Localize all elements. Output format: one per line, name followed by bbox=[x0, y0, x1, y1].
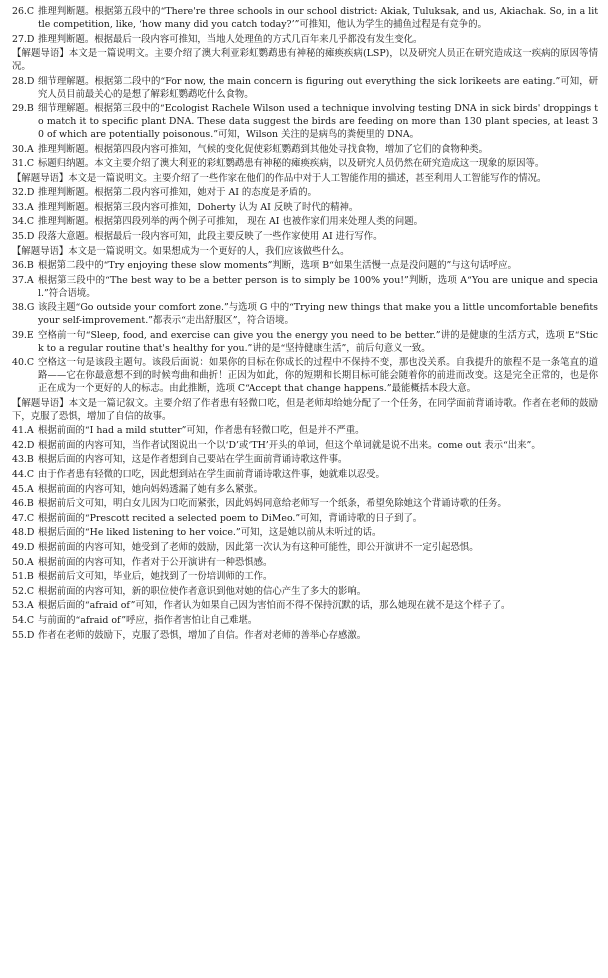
answer-number: 35.D bbox=[12, 231, 35, 243]
answer-entry bbox=[12, 630, 598, 643]
answer-entry bbox=[12, 202, 598, 215]
answer-explanation: 根据前后文可知，毕业后，她找到了一份培训师的工作。 bbox=[38, 571, 273, 583]
answer-entry bbox=[12, 302, 598, 328]
answer-explanation: 根据第三段中的“The best way to be a better person is to simply be 100% you!”判断，选项 A“You are unique and special.”符合语境。 bbox=[38, 274, 598, 299]
answer-explanation: 根据前面的内容可知，作者对于公开演讲有一种恐惧感。 bbox=[38, 556, 273, 568]
answer-number: 28.D bbox=[12, 75, 35, 87]
answer-explanation: 根据第二段中的“Try enjoying these slow moments”判断，选项 B“如果生活慢一点是没问题的”与这句话呼应。 bbox=[38, 260, 517, 272]
answer-explanation: 与前面的“afraid of”呼应，指作者害怕让自己难堪。 bbox=[38, 614, 258, 626]
answer-number: 37.A bbox=[12, 274, 34, 286]
answer-entry bbox=[12, 6, 598, 32]
passage-guide: 【解题导语】本文是一篇记叙文。主要介绍了作者患有轻微口吃，但是老师却给她分配了一个任务，在同学面前背诵诗歌。作者在老师的鼓励下，克服了恐惧，增加了自信的故事。 bbox=[12, 397, 598, 422]
answer-number: 45.A bbox=[12, 483, 34, 495]
answer-entry bbox=[12, 571, 598, 584]
answer-entry bbox=[12, 187, 598, 200]
answer-explanation: 空格前一句“Sleep, food, and exercise can give you the energy you need to be better.”讲的是健康的生活方式，选项 E“Stick to a regular routine that's healthy for you.”讲的是“坚持健康生活”，前后句意义一致。 bbox=[38, 329, 598, 354]
answer-number: 30.A bbox=[12, 143, 34, 155]
answer-number: 31.C bbox=[12, 158, 35, 170]
answer-number: 46.B bbox=[12, 498, 34, 510]
answer-explanation: 推理判断题。根据第二段内容可推知，她对于 AI 的态度是矛盾的。 bbox=[38, 187, 317, 199]
answer-number: 39.E bbox=[12, 329, 34, 341]
answer-entry bbox=[12, 330, 598, 356]
answer-number: 55.D bbox=[12, 629, 35, 641]
answer-explanation: 根据前面的内容可知，她向妈妈透漏了她有多么紧张。 bbox=[38, 483, 264, 495]
answer-entry bbox=[12, 425, 598, 438]
answer-explanation: 由于作者患有轻微的口吃，因此想到站在学生面前背诵诗歌这件事，她就难以忍受。 bbox=[38, 469, 385, 481]
answer-explanation: 推理判断题。根据第三段内容可推知，Doherty 认为 AI 反映了时代的精神。 bbox=[38, 201, 359, 213]
answer-explanation: 根据前面的内容可知，当作者试图说出一个以‘D’或‘TH’开头的单词，但这个单词就是说不出来。come out 表示“出来”。 bbox=[38, 439, 541, 451]
answer-explanation: 根据前面的内容可知，新的职位使作者意识到他对她的信心产生了多大的影响。 bbox=[38, 585, 367, 597]
answer-number: 27.D bbox=[12, 33, 35, 45]
answer-number: 50.A bbox=[12, 556, 34, 568]
answer-entry bbox=[12, 557, 598, 570]
answer-number: 41.A bbox=[12, 425, 34, 437]
answer-number: 51.B bbox=[12, 571, 34, 583]
answer-number: 54.C bbox=[12, 614, 35, 626]
answer-entry bbox=[12, 615, 598, 628]
answer-number: 29.B bbox=[12, 103, 34, 115]
answer-entry bbox=[12, 513, 598, 526]
answer-explanation: 根据前面的内容可知，她受到了老师的鼓励，因此第一次认为有这种可能性，即公开演讲不一定引起恐惧。 bbox=[38, 542, 479, 553]
answer-entry bbox=[12, 231, 598, 244]
answer-explanation: 根据后面的“afraid of”可知，作者认为如果自己因为害怕而不得不保持沉默的话，那么她现在就不是这个样子了。 bbox=[38, 600, 511, 612]
answer-explanation: 根据前后文可知，明白女儿因为口吃而紧张，因此妈妈同意给老师写一个纸条，希望免除她这个背诵诗歌的任务。 bbox=[38, 498, 507, 510]
answer-explanation: 标题归纳题。本文主要介绍了澳大利亚的彩虹鹦鹉患有神秘的瘫痪疾病，以及研究人员仍然在研究造成这一现象的原因等。 bbox=[38, 158, 545, 170]
answer-entry bbox=[12, 260, 598, 273]
passage-guide: 【解题导语】本文是一篇说明文。主要介绍了一些作家在他们的作品中对于人工智能作用的描述，甚至利用人工智能写作的情况。 bbox=[12, 172, 547, 184]
answer-explanation: 作者在老师的鼓励下，克服了恐惧，增加了自信。作者对老师的善举心存感激。 bbox=[38, 629, 367, 641]
answer-number: 49.D bbox=[12, 542, 35, 553]
answer-explanation: 该段主题“Go outside your comfort zone.”与选项 G 中的“Trying new things that make you a little uncomfortable benefits your self-improvement.”都表示“走出舒服区”，符合语境。 bbox=[38, 302, 598, 327]
answer-explanation: 根据前面的“Prescott recited a selected poem to DiMeo.”可知，背诵诗歌的日子到了。 bbox=[38, 512, 423, 524]
answer-explanation: 推理判断题。根据第四段内容可推知，气候的变化促使彩虹鹦鹉到其他处寻找食物，增加了它们的食物种类。 bbox=[38, 143, 489, 155]
answer-entry bbox=[12, 357, 598, 396]
answer-entry bbox=[12, 158, 598, 171]
passage-guide: 【解题导语】本文是一篇说明文。如果想成为一个更好的人，我们应该做些什么。 bbox=[12, 245, 350, 257]
answer-entry bbox=[12, 498, 598, 511]
answer-number: 47.C bbox=[12, 512, 35, 524]
answer-number: 44.C bbox=[12, 469, 35, 481]
answer-explanation: 推理判断题。根据第四段列举的两个例子可推知， 现在 AI 也被作家们用来处理人类的问题。 bbox=[38, 216, 424, 228]
answer-explanation: 根据后面的内容可知，这是作者想到自己要站在学生面前背诵诗歌这件事。 bbox=[38, 454, 348, 466]
answer-entry bbox=[12, 216, 598, 229]
answer-number: 52.C bbox=[12, 585, 35, 597]
answer-explanation: 根据前面的“I had a mild stutter”可知，作者患有轻微口吃，但是并不严重。 bbox=[38, 425, 365, 437]
answer-number: 36.B bbox=[12, 260, 34, 272]
answer-explanation: 段落大意题。根据最后一段内容可知，此段主要反映了一些作家使用 AI 进行写作。 bbox=[38, 231, 383, 243]
answer-entry bbox=[12, 454, 598, 467]
answer-number: 48.D bbox=[12, 527, 35, 539]
answer-entry bbox=[12, 34, 598, 47]
answer-entry bbox=[12, 76, 598, 102]
answer-number: 26.C bbox=[12, 6, 35, 17]
answer-explanation: 空格这一句是该段主题句。该段后面说：如果你的目标在你成长的过程中不保持不变，那也没关系。自我提升的旅程不是一条笔直的道路——它在你最意想不到的时候弯曲和曲折！正因为如此，你的短期和长期目标可能会随着你的前进而改变。这是完全正常的，也是你正在成为一个更好的人的标志。由此推断，选项 C“Accept that change happens.”最能概括本段大意。 bbox=[38, 357, 598, 395]
answer-entry bbox=[12, 275, 598, 301]
answer-entry bbox=[12, 469, 598, 482]
answer-number: 42.D bbox=[12, 439, 35, 451]
passage-guide: 【解题导语】本文是一篇说明文。主要介绍了澳大利亚彩虹鹦鹉患有神秘的瘫痪疾病(LSP)，以及研究人员正在研究造成这一疾病的原因等情况。 bbox=[12, 48, 598, 72]
answer-number: 38.G bbox=[12, 302, 35, 314]
answer-entry bbox=[12, 103, 598, 142]
answer-entry bbox=[12, 527, 598, 540]
answer-number: 43.B bbox=[12, 454, 34, 466]
answer-number: 33.A bbox=[12, 201, 34, 213]
answer-entry bbox=[12, 484, 598, 497]
answer-explanation: 推理判断题。根据最后一段内容可推知，当地人处理鱼的方式几百年来几乎都没有发生变化。 bbox=[38, 33, 423, 45]
answer-explanation: 根据后面的“He liked listening to her voice.”可知，这是她以前从未听过的话。 bbox=[38, 527, 382, 539]
answer-entry bbox=[12, 440, 598, 453]
answer-number: 40.C bbox=[12, 357, 35, 369]
answer-entry bbox=[12, 586, 598, 599]
answer-explanation: 细节理解题。根据第三段中的“Ecologist Rachele Wilson used a technique involving testing DNA in sick birds' droppings to match it to specific plant DNA. These data suggest the birds are feeding on more than 130 plant species, at least 30 of which are potentially poisonous.”可知，Wilson 关注的是病鸟的粪便里的 DNA。 bbox=[38, 103, 598, 140]
answer-number: 53.A bbox=[12, 600, 34, 612]
answer-explanation: 推理判断题。根据第五段中的“There're three schools in our school district: Akiak, Tuluksak, and us, Akiachak. So, in a little competition, like, ‘how many did you catch today?’”可推知，他认为学生的捕鱼过程是有竞争的。 bbox=[38, 6, 598, 30]
answer-entry bbox=[12, 542, 598, 555]
answer-number: 34.C bbox=[12, 216, 35, 228]
answer-number: 32.D bbox=[12, 187, 35, 199]
answer-entry bbox=[12, 144, 598, 157]
answer-explanation: 细节理解题。根据第二段中的“For now, the main concern is figuring out everything the sick lorikeets are eating.”可知，研究人员目前最关心的是想了解彩虹鹦鹉吃什么食物。 bbox=[38, 75, 598, 100]
answer-entry bbox=[12, 600, 598, 613]
